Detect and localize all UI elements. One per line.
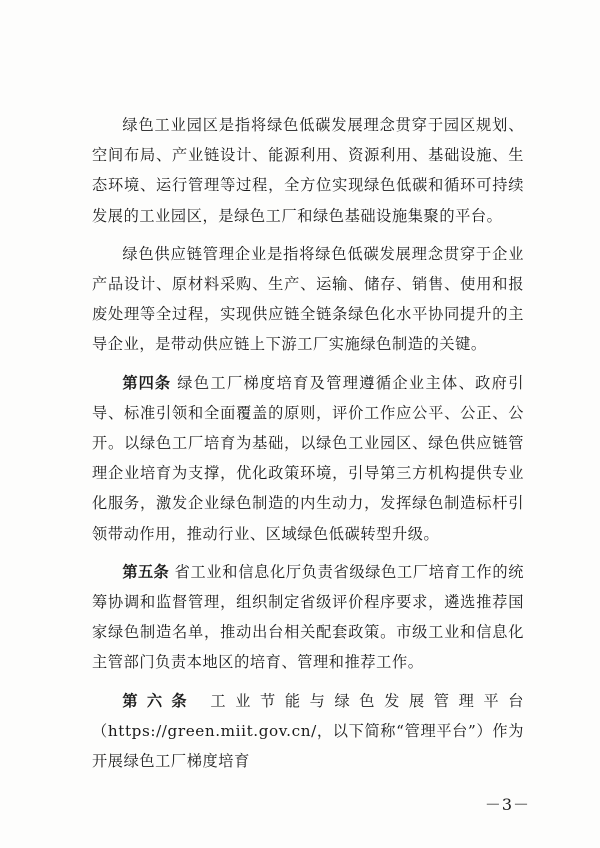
paragraph-text: 绿色供应链管理企业是指将绿色低碳发展理念贯穿于企业产品设计、原材料采购、生产、运输、储存、销售、使用和报废处理等全过程，实现供应链全链条绿色化水平协同提升的主导企业，是带动供应链上下游工厂实施绿色制造的关键。	[92, 244, 524, 354]
paragraph-green-supply-chain	[92, 239, 524, 360]
paragraph-text: 省工业和信息化厅负责省级绿色工厂培育工作的统筹协调和监督管理，组织制定省级评价程序要求，遴选推荐国家绿色制造名单，推动出台相关配套政策。市级工业和信息化主管部门负责本地区的培育、管理和推荐工作。	[92, 562, 524, 672]
article-4	[92, 368, 524, 549]
article-6	[92, 686, 524, 777]
article-5	[92, 557, 524, 678]
article-heading: 第四条	[122, 373, 172, 392]
article-heading: 第六条	[122, 691, 196, 710]
page-number: －3－	[484, 795, 530, 814]
article-heading: 第五条	[122, 562, 170, 581]
paragraph-text: 工业节能与绿色发展管理平台（https://green.miit.gov.cn/，以下简称“管理平台”）作为开展绿色工厂梯度培育	[92, 691, 524, 771]
body-text	[92, 110, 524, 776]
paragraph-text: 绿色工业园区是指将绿色低碳发展理念贯穿于园区规划、空间布局、产业链设计、能源利用、资源利用、基础设施、生态环境、运行管理等过程，全方位实现绿色低碳和循环可持续发展的工业园区，是绿色工厂和绿色基础设施集聚的平台。	[92, 116, 524, 225]
paragraph-text: 绿色工厂梯度培育及管理遵循企业主体、政府引导、标准引领和全面覆盖的原则，评价工作应公平、公正、公开。以绿色工厂培育为基础，以绿色工业园区、绿色供应链管理企业培育为支撑，优化政策环境，引导第三方机构提供专业化服务，激发企业绿色制造的内生动力，发挥绿色制造标杆引领带动作用，推动行业、区域绿色低碳转型升级。	[92, 373, 524, 543]
paragraph-green-industrial-park	[92, 110, 524, 231]
